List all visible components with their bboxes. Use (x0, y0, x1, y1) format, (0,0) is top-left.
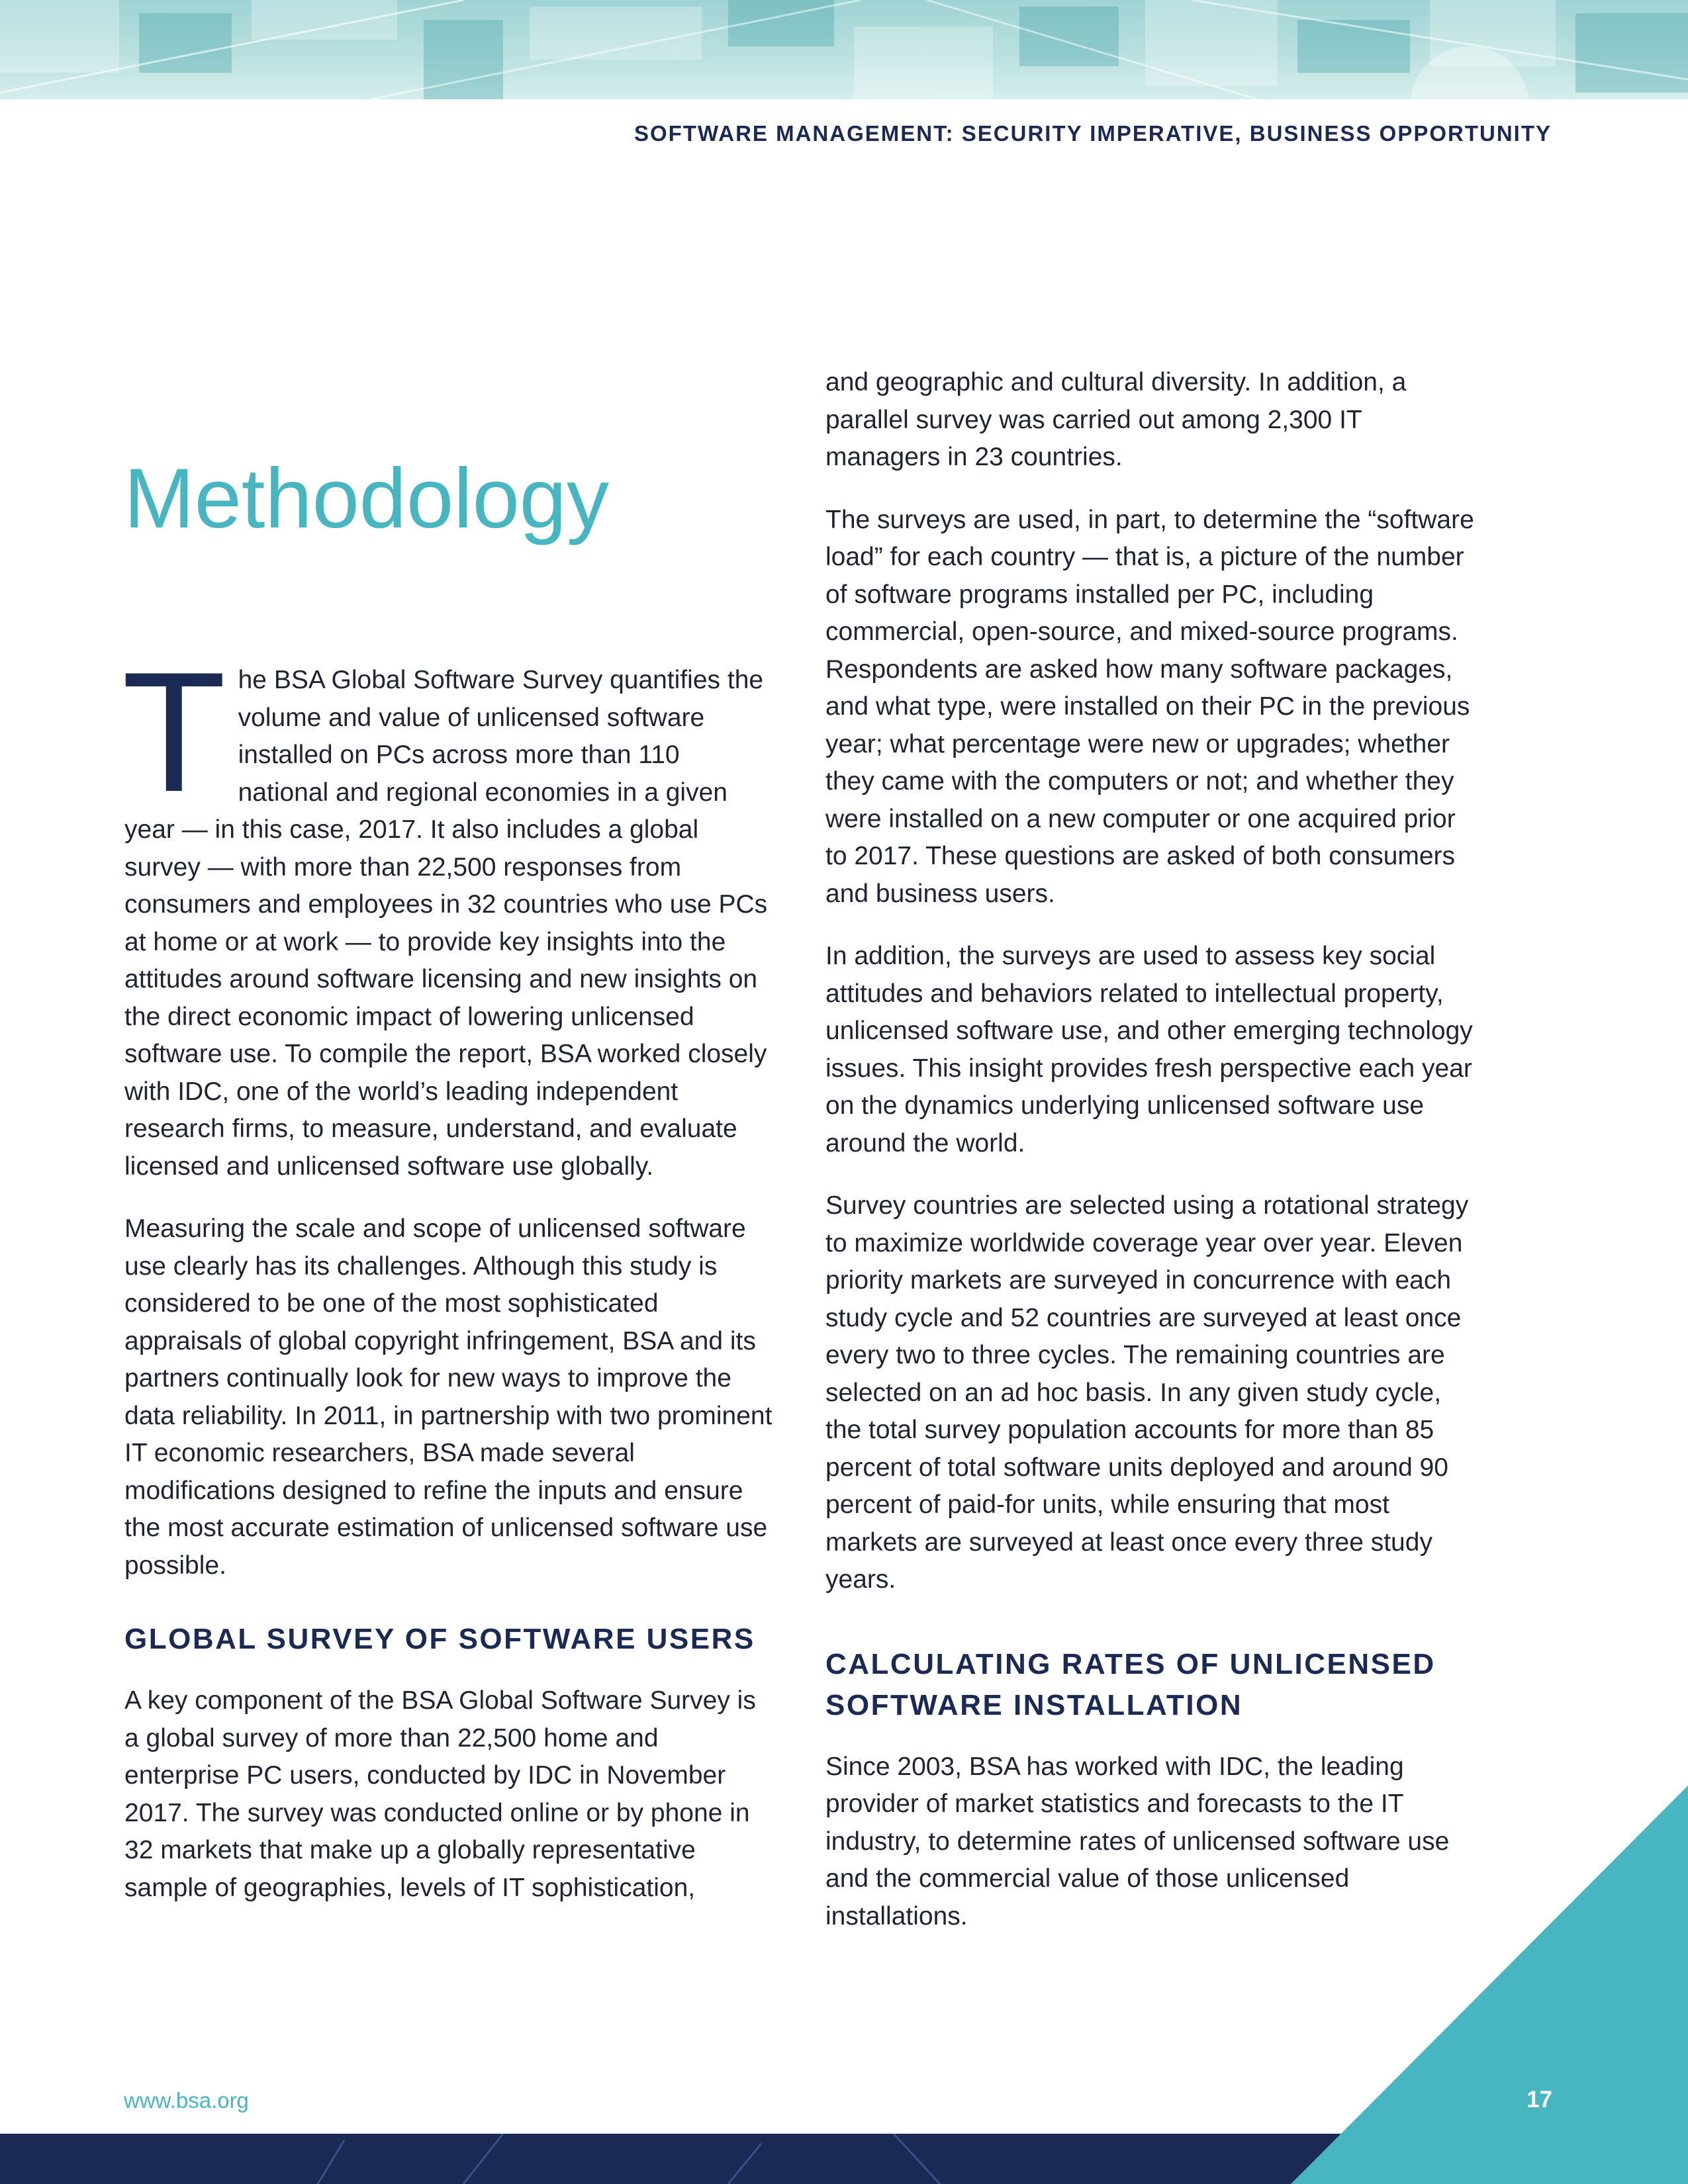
footer-website-link[interactable]: www.bsa.org (124, 2088, 249, 2113)
running-header: SOFTWARE MANAGEMENT: SECURITY IMPERATIVE, BUSINESS OPPORTUNITY (633, 121, 1552, 146)
software-load-paragraph: The surveys are used, in part, to determine the “software load” for each country — that is, a picture of the number of software programs installed per PC, including commercial, open-source, and mixed-source programs. Respondents are asked how many software packages, and what type, were installed on their PC in the previous year; what percentage were new or upgrades; whether they came with the computers or not; and whether they were installed on a new computer or one acquired prior to 2017. These questions are asked of both consumers and business users. (825, 505, 1474, 908)
global-survey-paragraph: A key component of the BSA Global Software Survey is a global survey of more than 22,500 home and enterprise PC users, conducted by IDC in November 2017. The survey was conducted online or by phone in 32 markets that make up a globally representative sample of geographies, levels of IT sophistication, (124, 1686, 756, 1902)
section-heading-calculating-rates: CALCULATING RATES OF UNLICENSED SOFTWARE INSTALLATION (825, 1647, 1436, 1721)
corner-accent-triangle (1291, 1786, 1688, 2184)
social-attitudes-paragraph: In addition, the surveys are used to assess key social attitudes and behaviors related to intellectual property, unlicensed software use, and other emerging technology issues. This insight provides fresh perspective each year on the dynamics underlying unlicensed software use around the world. (825, 942, 1473, 1158)
intro-text: he BSA Global Software Survey quantifies the volume and value of unlicensed software installed on PCs across more than 110 national and regional economies in a given year — in this case, 2017. It also includes a global survey — with more than 22,500 responses from consumers and employees in 32 countries who use PCs at home or at work — to provide key insights into the attitudes around software licensing and new insights on the direct economic impact of lowering unlicensed software use. To compile the report, BSA worked closely with IDC, one of the world’s leading independent research firms, to measure, understand, and evaluate licensed and unlicensed software use globally. (124, 666, 768, 1181)
section-heading-global-survey: GLOBAL SURVEY OF SOFTWARE USERS (124, 1623, 755, 1655)
intro-paragraph (122, 636, 773, 1185)
right-column (825, 364, 1474, 1960)
measuring-paragraph: Measuring the scale and scope of unlicensed software use clearly has its challenges. Although this study is considered to be one of the most sophisticated appraisals of global copyright infringement, BSA and its partners continually look for new ways to improve the data reliability. In 2011, in partnership with two prominent IT economic researchers, BSA made several modifications designed to refine the inputs and ensure the most accurate estimation of unlicensed software use possible. (124, 1214, 773, 1580)
left-column (122, 636, 773, 1932)
continuation-paragraph: and geographic and cultural diversity. In addition, a parallel survey was carried out among 2,300 IT managers in 23 countries. (825, 368, 1407, 471)
header-banner (0, 0, 1688, 99)
page-title: Methodology (124, 451, 609, 546)
page-number: 17 (1526, 2087, 1552, 2113)
dropcap-letter: T (122, 636, 226, 827)
banner-lines (0, 0, 1688, 99)
survey-countries-paragraph: Survey countries are selected using a rotational strategy to maximize worldwide coverage year over year. Eleven priority markets are surveyed in concurrence with each study cycle and 52 countries are surveyed at least once every two to three cycles. The remaining countries are selected on an ad hoc basis. In any given study cycle, the total survey population accounts for more than 85 percent of total software units deployed and around 90 percent of paid-for units, while ensuring that most markets are surveyed at least once every three study years. (825, 1191, 1469, 1594)
calculating-rates-paragraph: Since 2003, BSA has worked with IDC, the leading provider of market statistics and forecasts to the IT industry, to determine rates of unlicensed software use and the commercial value of those unlicensed installations. (825, 1752, 1450, 1931)
